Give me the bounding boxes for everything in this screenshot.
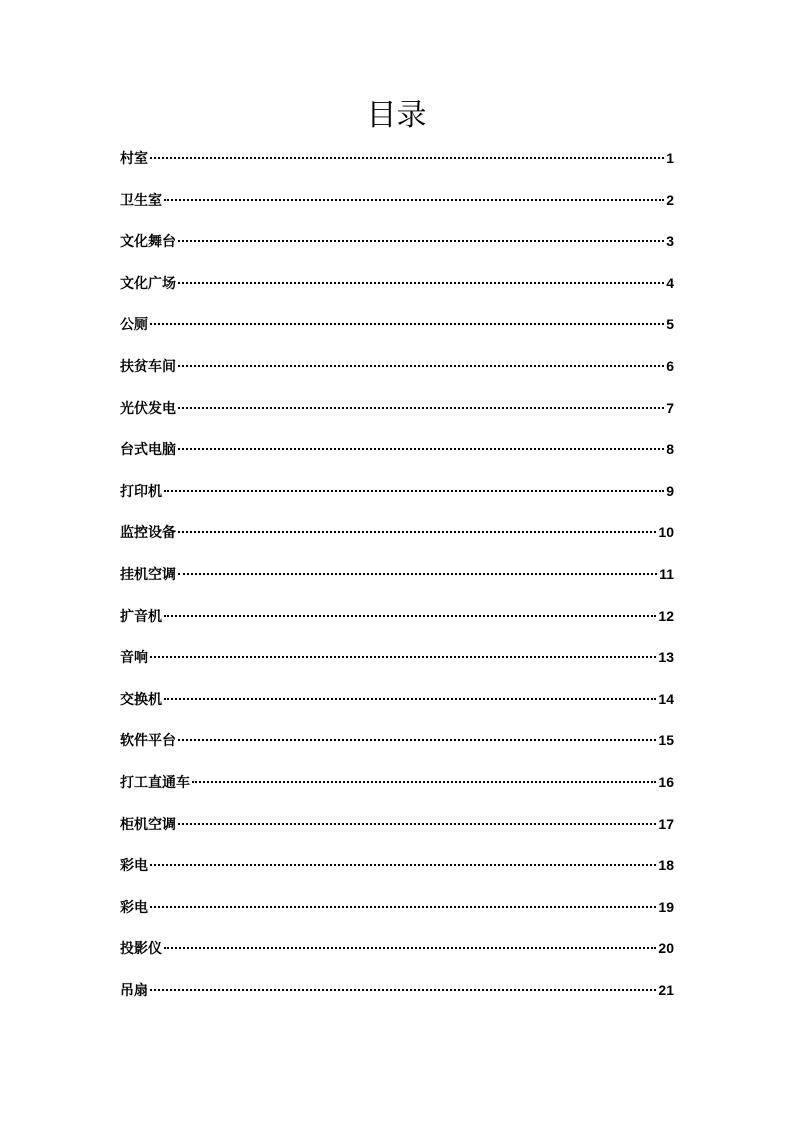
toc-entry-page-number: 17 [658, 815, 674, 832]
toc-entry-label: 吊扇 [120, 982, 148, 999]
toc-entry-page-number: 20 [658, 940, 674, 957]
toc-entry-page-number: 7 [666, 399, 674, 416]
toc-entry-page-number: 15 [658, 732, 674, 749]
toc-entry[interactable] [120, 812, 674, 854]
toc-entry[interactable] [120, 604, 674, 646]
toc-entry-page-number: 12 [658, 607, 674, 624]
toc-entry-label: 交换机 [120, 691, 162, 708]
toc-dot-leader [150, 323, 664, 325]
toc-entry-page-number: 21 [658, 981, 674, 998]
toc-entry[interactable] [120, 437, 674, 479]
toc-entry-page-number: 11 [659, 565, 674, 582]
toc-dot-leader [150, 906, 656, 908]
toc-entry-page-number: 18 [658, 857, 674, 874]
toc-entry-label: 彩电 [120, 858, 148, 875]
toc-entry-label: 柜机空调 [120, 816, 176, 833]
toc-entry-label: 软件平台 [120, 733, 176, 750]
toc-entry-label: 村室 [120, 151, 148, 167]
toc-entry-page-number: 10 [658, 524, 674, 541]
toc-entry[interactable] [120, 687, 674, 729]
toc-dot-leader [178, 739, 656, 741]
toc-entry-label: 挂机空调 [120, 566, 176, 583]
toc-entry-label: 光伏发电 [120, 400, 176, 417]
toc-entry[interactable] [120, 936, 674, 978]
toc-entry-page-number: 5 [666, 316, 674, 333]
toc-entry[interactable] [120, 271, 674, 313]
toc-entry-page-number: 4 [666, 274, 674, 291]
toc-list [120, 146, 674, 1019]
toc-entry[interactable] [120, 188, 674, 230]
toc-entry-page-number: 1 [666, 150, 674, 166]
toc-entry-label: 文化广场 [120, 275, 176, 292]
toc-entry[interactable] [120, 853, 674, 895]
toc-dot-leader [164, 490, 664, 492]
toc-entry[interactable] [120, 978, 674, 1020]
toc-dot-leader [150, 656, 656, 658]
toc-entry-label: 音响 [120, 650, 148, 667]
toc-entry[interactable] [120, 396, 674, 438]
toc-entry[interactable] [120, 645, 674, 687]
toc-dot-leader [178, 282, 664, 284]
toc-entry[interactable] [120, 770, 674, 812]
toc-dot-leader [150, 989, 656, 991]
toc-entry[interactable] [120, 728, 674, 770]
toc-entry-page-number: 6 [666, 357, 674, 374]
toc-entry-label: 台式电脑 [120, 442, 176, 459]
toc-entry-page-number: 2 [666, 191, 674, 208]
toc-dot-leader [178, 407, 664, 409]
toc-entry-label: 彩电 [120, 899, 148, 916]
toc-entry[interactable] [120, 562, 674, 604]
toc-dot-leader [150, 864, 656, 866]
toc-dot-leader [164, 947, 656, 949]
toc-entry-page-number: 3 [666, 233, 674, 250]
toc-dot-leader [178, 365, 664, 367]
toc-entry-page-number: 8 [666, 441, 674, 458]
toc-entry[interactable] [120, 479, 674, 521]
toc-entry-page-number: 13 [658, 649, 674, 666]
toc-dot-leader [150, 157, 664, 159]
toc-dot-leader [192, 781, 656, 783]
toc-dot-leader [178, 573, 657, 575]
toc-dot-leader [178, 823, 656, 825]
toc-dot-leader [164, 199, 664, 201]
toc-entry[interactable] [120, 520, 674, 562]
toc-dot-leader [178, 240, 664, 242]
toc-entry-label: 打印机 [120, 483, 162, 500]
toc-entry[interactable] [120, 146, 674, 188]
toc-dot-leader [178, 531, 656, 533]
toc-entry-label: 监控设备 [120, 525, 176, 542]
toc-entry-label: 打工直通车 [120, 774, 190, 791]
toc-entry[interactable] [120, 229, 674, 271]
toc-dot-leader [164, 615, 656, 617]
toc-entry-label: 卫生室 [120, 192, 162, 209]
toc-entry[interactable] [120, 895, 674, 937]
toc-entry-page-number: 16 [658, 773, 674, 790]
toc-entry-label: 文化舞台 [120, 234, 176, 251]
toc-entry[interactable] [120, 312, 674, 354]
toc-title: 目录 [366, 98, 427, 133]
toc-entry-label: 扩音机 [120, 608, 162, 625]
toc-dot-leader [178, 448, 664, 450]
toc-entry-label: 公厕 [120, 317, 148, 334]
toc-entry-page-number: 9 [666, 482, 674, 499]
toc-entry[interactable] [120, 354, 674, 396]
toc-dot-leader [164, 698, 656, 700]
toc-entry-label: 扶贫车间 [120, 358, 176, 375]
toc-entry-page-number: 19 [658, 898, 674, 915]
toc-entry-label: 投影仪 [120, 941, 162, 958]
toc-entry-page-number: 14 [658, 690, 674, 707]
